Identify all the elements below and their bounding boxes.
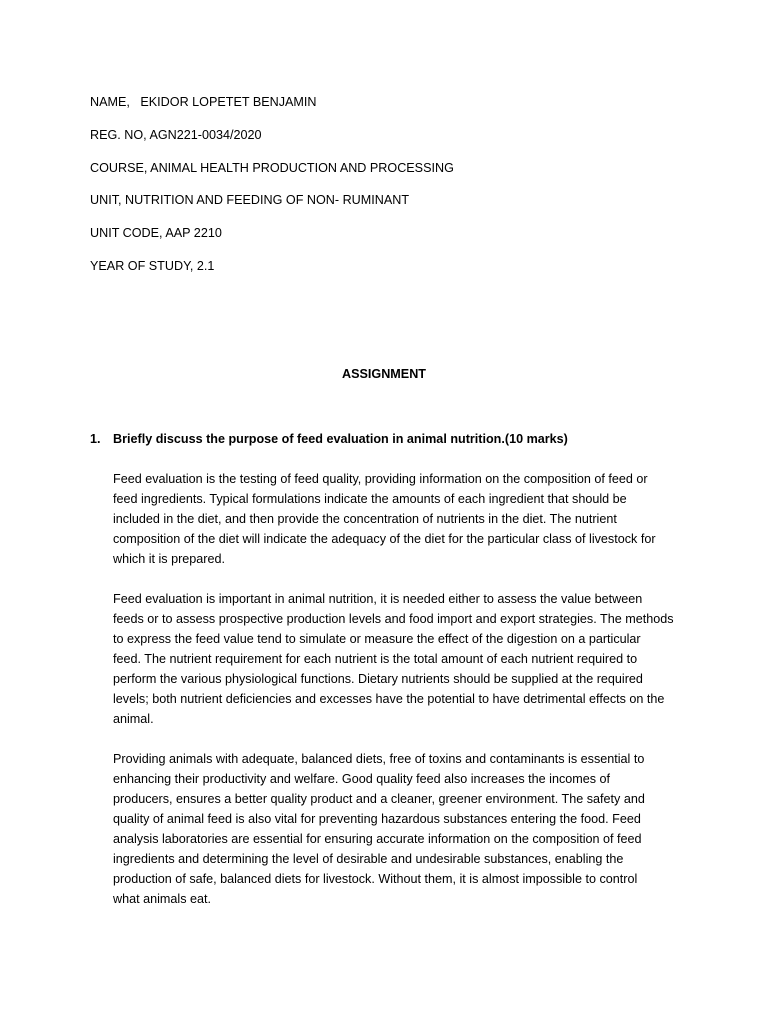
unit-line: UNIT, NUTRITION AND FEEDING OF NON- RUMINANT [90,193,410,207]
question-text: Briefly discuss the purpose of feed evaluation in animal nutrition.(10 marks) [113,432,568,446]
question-heading [90,431,690,447]
answer-paragraph-1: Feed evaluation is the testing of feed quality, providing information on the composition of feed or feed ingredients. Typical formulations indicate the amounts of each ingredient that should be included in the diet, and then provide the concentration of nutrients in the diet. The nutrient composition of the diet will indicate the adequacy of the diet for the particular class of livestock for which it is prepared. [113,472,656,566]
assignment-title: ASSIGNMENT [342,367,426,381]
answer-paragraph-2: Feed evaluation is important in animal nutrition, it is needed either to assess the value between feeds or to assess prospective production levels and food import and export strategies. The methods to express the feed value tend to simulate or measure the effect of the digestion on a particular feed. The nutrient requirement for each nutrient is the total amount of each nutrient required to perform the various physiological functions. Dietary nutrients should be supplied at the required levels; both nutrient deficiencies and excesses have the potential to have detrimental effects on the animal. [113,592,674,726]
registration-number-line: REG. NO, AGN221-0034/2020 [90,128,262,142]
student-name-line: NAME, EKIDOR LOPETET BENJAMIN [90,95,317,109]
course-line: COURSE, ANIMAL HEALTH PRODUCTION AND PROCESSING [90,161,454,175]
year-of-study-line: YEAR OF STUDY, 2.1 [90,259,215,273]
question-number: 1. [90,432,101,446]
answer-paragraph-3: Providing animals with adequate, balanced diets, free of toxins and contaminants is essential to enhancing their productivity and welfare. Good quality feed also increases the incomes of producers, ensures a better quality product and a cleaner, greener environment. The safety and quality of animal feed is also vital for preventing hazardous substances entering the food. Feed analysis laboratories are essential for ensuring accurate information on the composition of feed ingredients and determining the level of desirable and undesirable substances, enabling the production of safe, balanced diets for livestock. Without them, it is almost impossible to control what animals eat. [113,752,645,906]
unit-code-line: UNIT CODE, AAP 2210 [90,226,222,240]
